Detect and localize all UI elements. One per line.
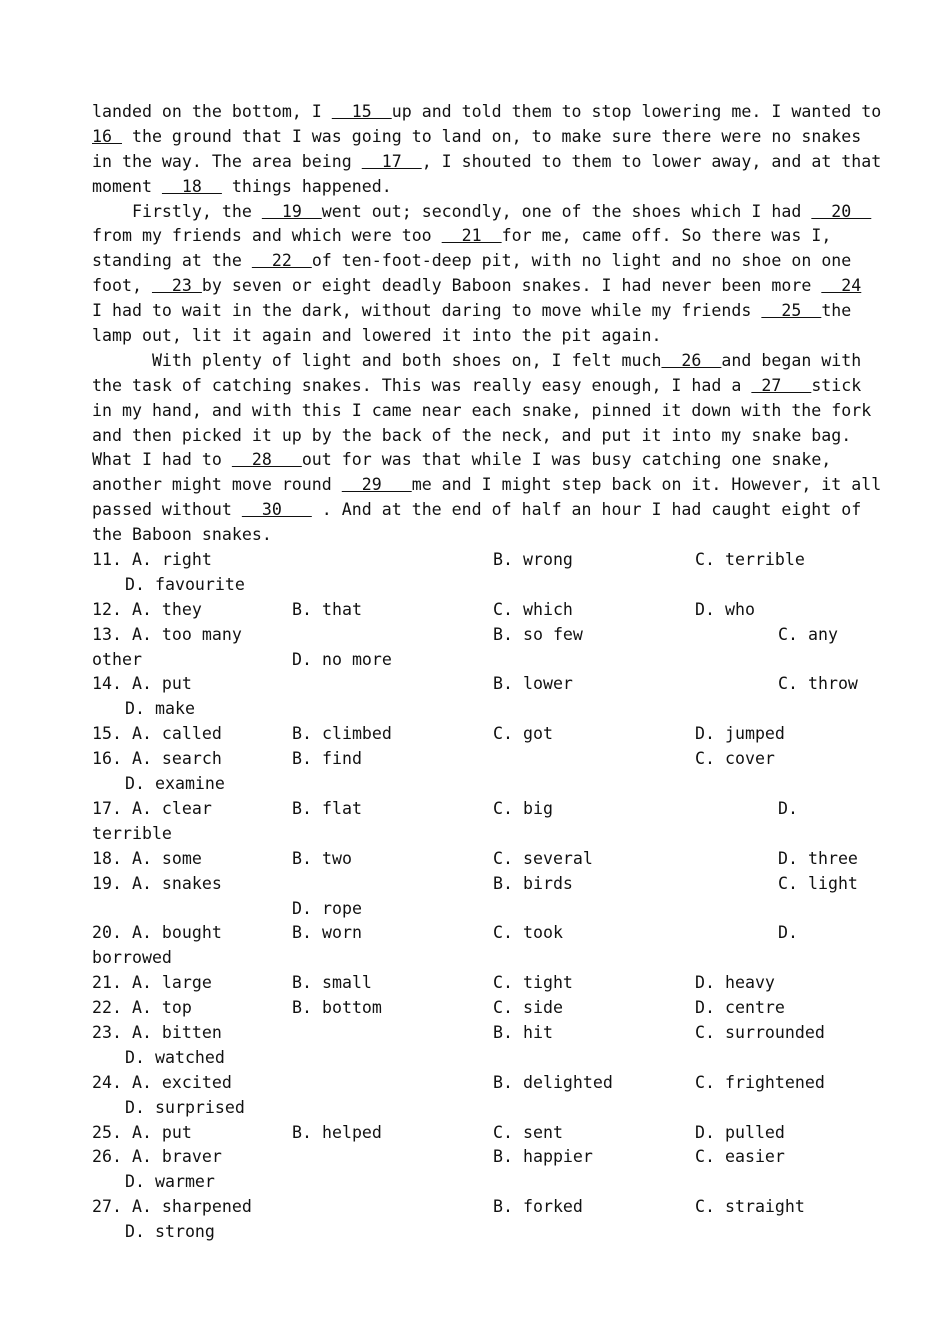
passage-text: standing at the (92, 251, 252, 271)
option-text: 25. A. put (92, 1122, 192, 1142)
option-row (92, 822, 862, 847)
option-text: D. heavy (695, 973, 775, 993)
option-row (92, 797, 862, 822)
option-text: B. hit (493, 1022, 553, 1042)
option-text: D. jumped (695, 724, 785, 744)
option-row (92, 772, 862, 797)
option-text: 17. A. clear (92, 798, 212, 818)
option-text: D. no more (292, 649, 392, 669)
passage-text: foot, (92, 276, 152, 296)
option-text: B. small (292, 973, 372, 993)
passage-text: me and I might step back on it. However, it all (411, 475, 882, 495)
blank-number: 25 (761, 301, 822, 321)
passage-text: stick (811, 375, 862, 395)
passage-text: from my friends and which were too (92, 226, 442, 246)
passage-line (92, 324, 862, 349)
passage-text: for me, came off. So there was I, (501, 226, 832, 246)
option-text: 16. A. search (92, 749, 222, 769)
blank-number: 23 (151, 276, 202, 296)
option-row (92, 971, 862, 996)
passage-text: and began with (721, 350, 862, 370)
blank-number: 16 (92, 126, 122, 146)
blank-number: 30 (241, 500, 312, 520)
option-text: B. find (292, 749, 362, 769)
option-text: 18. A. some (92, 848, 202, 868)
passage-line (92, 100, 882, 125)
option-text: terrible (92, 823, 172, 843)
passage-text: Firstly, the (92, 201, 262, 221)
option-text: C. cover (695, 749, 775, 769)
option-text: C. side (493, 998, 563, 1018)
passage-text: and then picked it up by the back of the neck, and put it into my snake bag. (92, 425, 852, 445)
passage-text: passed without (92, 500, 242, 520)
passage-line (92, 150, 882, 175)
blank-number: 26 (661, 350, 722, 370)
passage-text: the (821, 301, 852, 321)
passage-text: out for was that while I was busy catching one snake, (301, 450, 832, 470)
passage-text: landed on the bottom, I (92, 102, 332, 121)
option-text: 27. A. sharpened (92, 1197, 252, 1217)
passage-line (92, 498, 862, 523)
passage-text: the Baboon snakes. (92, 525, 272, 545)
option-row (92, 672, 862, 697)
option-row (92, 847, 862, 872)
blank-number: 21 (441, 226, 502, 246)
passage-line (92, 448, 862, 473)
option-text: B. wrong (493, 550, 573, 570)
option-text: B. bottom (292, 998, 382, 1018)
option-row (92, 1220, 862, 1245)
option-text: other (92, 649, 142, 669)
option-text: B. that (292, 599, 362, 619)
option-text: 14. A. put (92, 674, 192, 694)
option-text: 20. A. bought (92, 923, 222, 943)
passage-text: What I had to (92, 450, 232, 470)
passage-line (92, 175, 862, 200)
option-row (92, 1121, 862, 1146)
option-text: C. took (493, 923, 563, 943)
passage-line (92, 374, 862, 399)
option-text: D. surprised (125, 1097, 245, 1117)
passage-text: in my hand, and with this I came near each snake, pinned it down with the fork (92, 400, 872, 420)
passage-line (92, 424, 862, 449)
passage-text: the task of catching snakes. This was really easy enough, I had a (92, 375, 752, 395)
option-text: B. flat (292, 798, 362, 818)
option-text: C. several (493, 848, 593, 868)
option-text: B. delighted (493, 1072, 613, 1092)
option-text: D. (778, 923, 798, 943)
option-row (92, 573, 862, 598)
option-text: D. make (125, 699, 195, 719)
blank-number: 27 (751, 375, 812, 395)
option-row (92, 697, 862, 722)
passage-text: went out; secondly, one of the shoes which I had (321, 201, 812, 221)
passage-text: I had to wait in the dark, without daring to move while my friends (92, 301, 762, 321)
option-text: C. which (493, 599, 573, 619)
passage-text: up and told them to stop lowering me. I wanted to (391, 102, 882, 121)
option-text: D. examine (125, 774, 225, 794)
option-text: D. who (695, 599, 755, 619)
option-text: B. worn (292, 923, 362, 943)
document-page (92, 100, 882, 1245)
option-row (92, 946, 862, 971)
cloze-passage (92, 100, 882, 548)
option-row (92, 872, 862, 897)
option-text: C. frightened (695, 1072, 825, 1092)
passage-text: by seven or eight deadly Baboon snakes. I had never been more (201, 276, 822, 296)
option-row (92, 598, 862, 623)
passage-line (92, 274, 862, 299)
passage-line (92, 200, 872, 225)
option-text: 19. A. snakes (92, 873, 222, 893)
passage-line (92, 125, 862, 150)
option-text: B. forked (493, 1197, 583, 1217)
blank-number: 19 (261, 201, 322, 221)
option-row (92, 648, 862, 673)
option-row (92, 747, 862, 772)
option-text: D. (778, 798, 798, 818)
option-text: C. big (493, 798, 553, 818)
blank-number: 24 (821, 276, 862, 296)
option-text: B. birds (493, 873, 573, 893)
option-text: B. lower (493, 674, 573, 694)
blank-number: 15 (331, 102, 392, 121)
option-text: D. rope (292, 898, 362, 918)
passage-text: things happened. (221, 176, 392, 196)
option-text: D. favourite (125, 574, 245, 594)
option-row (92, 897, 862, 922)
option-text: 11. A. right (92, 550, 212, 570)
option-row (92, 1071, 862, 1096)
option-text: 15. A. called (92, 724, 222, 744)
blank-number: 22 (251, 251, 312, 271)
option-row (92, 1145, 862, 1170)
passage-text: in the way. The area being (92, 151, 362, 171)
option-row (92, 921, 862, 946)
option-text: C. tight (493, 973, 573, 993)
option-row (92, 1195, 862, 1220)
option-row (92, 1046, 862, 1071)
passage-line (92, 224, 862, 249)
option-text: C. light (778, 873, 858, 893)
option-text: B. two (292, 848, 352, 868)
blank-number: 29 (341, 475, 412, 495)
blank-number: 28 (231, 450, 302, 470)
option-text: 24. A. excited (92, 1072, 232, 1092)
option-row (92, 1096, 862, 1121)
option-text: D. pulled (695, 1122, 785, 1142)
option-text: 13. A. too many (92, 624, 242, 644)
option-text: B. helped (292, 1122, 382, 1142)
passage-text: moment (92, 176, 162, 196)
option-text: borrowed (92, 948, 172, 968)
passage-text: lamp out, lit it again and lowered it into the pit again. (92, 326, 662, 346)
answer-options (92, 548, 862, 1245)
option-text: C. straight (695, 1197, 805, 1217)
option-text: D. warmer (125, 1172, 215, 1192)
blank-number: 17 (361, 151, 422, 171)
option-row (92, 1021, 862, 1046)
option-row (92, 996, 862, 1021)
passage-line (92, 299, 862, 324)
option-text: B. climbed (292, 724, 392, 744)
option-text: 12. A. they (92, 599, 202, 619)
option-text: D. three (778, 848, 858, 868)
passage-line (92, 473, 882, 498)
blank-number: 18 (161, 176, 222, 196)
option-text: C. terrible (695, 550, 805, 570)
passage-line (92, 399, 872, 424)
passage-text: of ten-foot-deep pit, with no light and no shoe on one (311, 251, 852, 271)
passage-line (92, 349, 862, 374)
option-row (92, 1170, 862, 1195)
passage-text: another might move round (92, 475, 342, 495)
passage-line (92, 249, 862, 274)
option-row (92, 623, 862, 648)
blank-number: 20 (811, 201, 872, 221)
option-text: D. centre (695, 998, 785, 1018)
option-text: B. happier (493, 1147, 593, 1167)
passage-line (92, 523, 862, 548)
option-row (92, 722, 862, 747)
option-text: 21. A. large (92, 973, 212, 993)
passage-text: . And at the end of half an hour I had caught eight of (311, 500, 862, 520)
option-text: 23. A. bitten (92, 1022, 222, 1042)
option-text: 22. A. top (92, 998, 192, 1018)
passage-text: With plenty of light and both shoes on, I felt much (92, 350, 662, 370)
passage-text: the ground that I was going to land on, to make sure there were no snakes (121, 126, 862, 146)
option-text: D. watched (125, 1047, 225, 1067)
option-text: D. strong (125, 1222, 215, 1242)
option-text: C. throw (778, 674, 858, 694)
passage-text: , I shouted to them to lower away, and at that (421, 151, 882, 171)
option-text: C. got (493, 724, 553, 744)
option-text: B. so few (493, 624, 583, 644)
option-row (92, 548, 862, 573)
option-text: C. any (778, 624, 838, 644)
option-text: 26. A. braver (92, 1147, 222, 1167)
option-text: C. surrounded (695, 1022, 825, 1042)
option-text: C. easier (695, 1147, 785, 1167)
option-text: C. sent (493, 1122, 563, 1142)
